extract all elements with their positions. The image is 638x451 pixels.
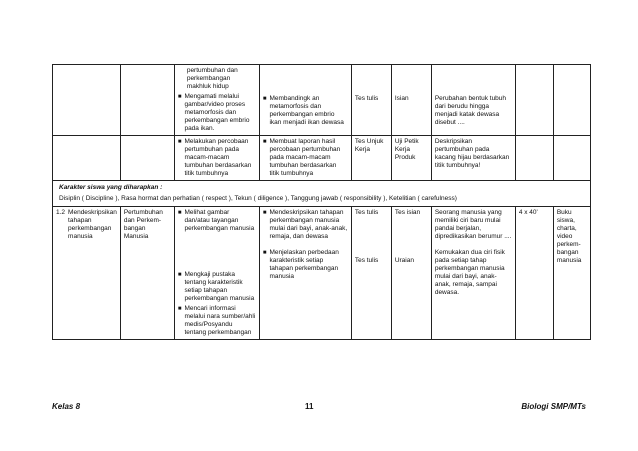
form-cell: Isian (391, 65, 431, 136)
table-row (53, 65, 591, 136)
instrument-cell: Perubahan bentuk tubuh dari berudu hingga menjadi katak dewasa disebut .... (431, 65, 515, 136)
time-cell: 4 x 40' (515, 207, 553, 340)
technique-cell: Tes tulis (351, 65, 391, 136)
bullet-icon: ■ (177, 139, 182, 145)
bullet-icon: ■ (177, 210, 182, 216)
instrument-cell: Deskripsikan pertumbuhan pada kacang hijau berdasarkan titik tumbuhnya! (431, 136, 515, 181)
bullet-icon: ■ (262, 210, 267, 216)
instrument-cell: Seorang manusia yang memiliki ciri baru mulai pandai berjalan, dipredikasikan berumur .... Kemukakan dua ciri fisik pada setiap tahap perkembangan manusia mulai dari bayi, anak-anak, remaja, sampai dewasa. (431, 207, 515, 340)
table-row (53, 136, 591, 181)
sources-cell: Buku siswa, charta, video perkem-bangan manusia (553, 207, 590, 340)
bullet-icon: ■ (262, 96, 267, 102)
activity-cell: pertumbuhan dan perkembangan makhluk hidup ■ Mengamati melalui gambar/video proses metamorfosis dan perkembangan embrio pada ikan. (174, 65, 259, 136)
form-cell: Tes isian Uraian (391, 207, 431, 340)
kd-number: 1.2 (56, 209, 66, 216)
activity-cell: ■ Melihat gambar dan/atau tayangan perkembangan manusia ■ Mengkaji pustaka tentang karakteristik setiap tahapan perkembangan manusia ■ Mencari informasi melalui nara sumber/ahli medis/Posyandu tentang perkembangan (174, 207, 259, 340)
karakter-title: Karakter siswa yang diharapkan : (59, 184, 163, 191)
bullet-icon: ■ (177, 306, 182, 312)
bullet-icon: ■ (262, 139, 267, 145)
indicator-cell: ■ Mendeskripsikan tahapan perkembangan manusia mulai dari bayi, anak-anak, remaja, dan dewasa ■ Menjelaskan perbedaan karakteristik setiap tahapan perkembangan manusia (259, 207, 351, 340)
karakter-text: Disiplin ( Discipline ), Rasa hormat dan perhatian ( respect ), Tekun ( diligence ), Tanggung jawab ( responsibility ), Ketelitian ( carefulness) (59, 195, 457, 202)
activity-cell: ■ Melakukan percobaan pertumbuhan pada macam-macam tumbuhan berdasarkan titik tumbuhnya (174, 136, 259, 181)
syllabus-table (52, 64, 591, 340)
indicator-cell: ■ Membandingk an metamorfosis dan perkembangan embrio ikan menjadi ikan dewasa (259, 65, 351, 136)
technique-cell: Tes Unjuk Kerja (351, 136, 391, 181)
technique-cell: Tes tulis Tes tulis (351, 207, 391, 340)
footer-class-label: Kelas 8 (52, 402, 81, 411)
karakter-row (53, 181, 591, 207)
materi-cell: Pertumbuhan dan Perkem-bangan Manusia (120, 207, 174, 340)
kd-text: Mendeskripsikan tahapan perkembangan manusia (68, 209, 117, 240)
kd-cell (53, 207, 121, 340)
indicator-cell: ■ Membuat laporan hasil percobaan pertumbuhan pada macam-macam tumbuhan berdasarkan titik tumbuhnya (259, 136, 351, 181)
footer-subject-label: Biologi SMP/MTs (521, 402, 586, 411)
bullet-icon: ■ (177, 94, 182, 100)
page-number: 11 (305, 402, 314, 411)
form-cell: Uji Petik Kerja Produk (391, 136, 431, 181)
table-row (53, 207, 591, 340)
bullet-icon: ■ (262, 250, 267, 256)
bullet-icon: ■ (177, 272, 182, 278)
